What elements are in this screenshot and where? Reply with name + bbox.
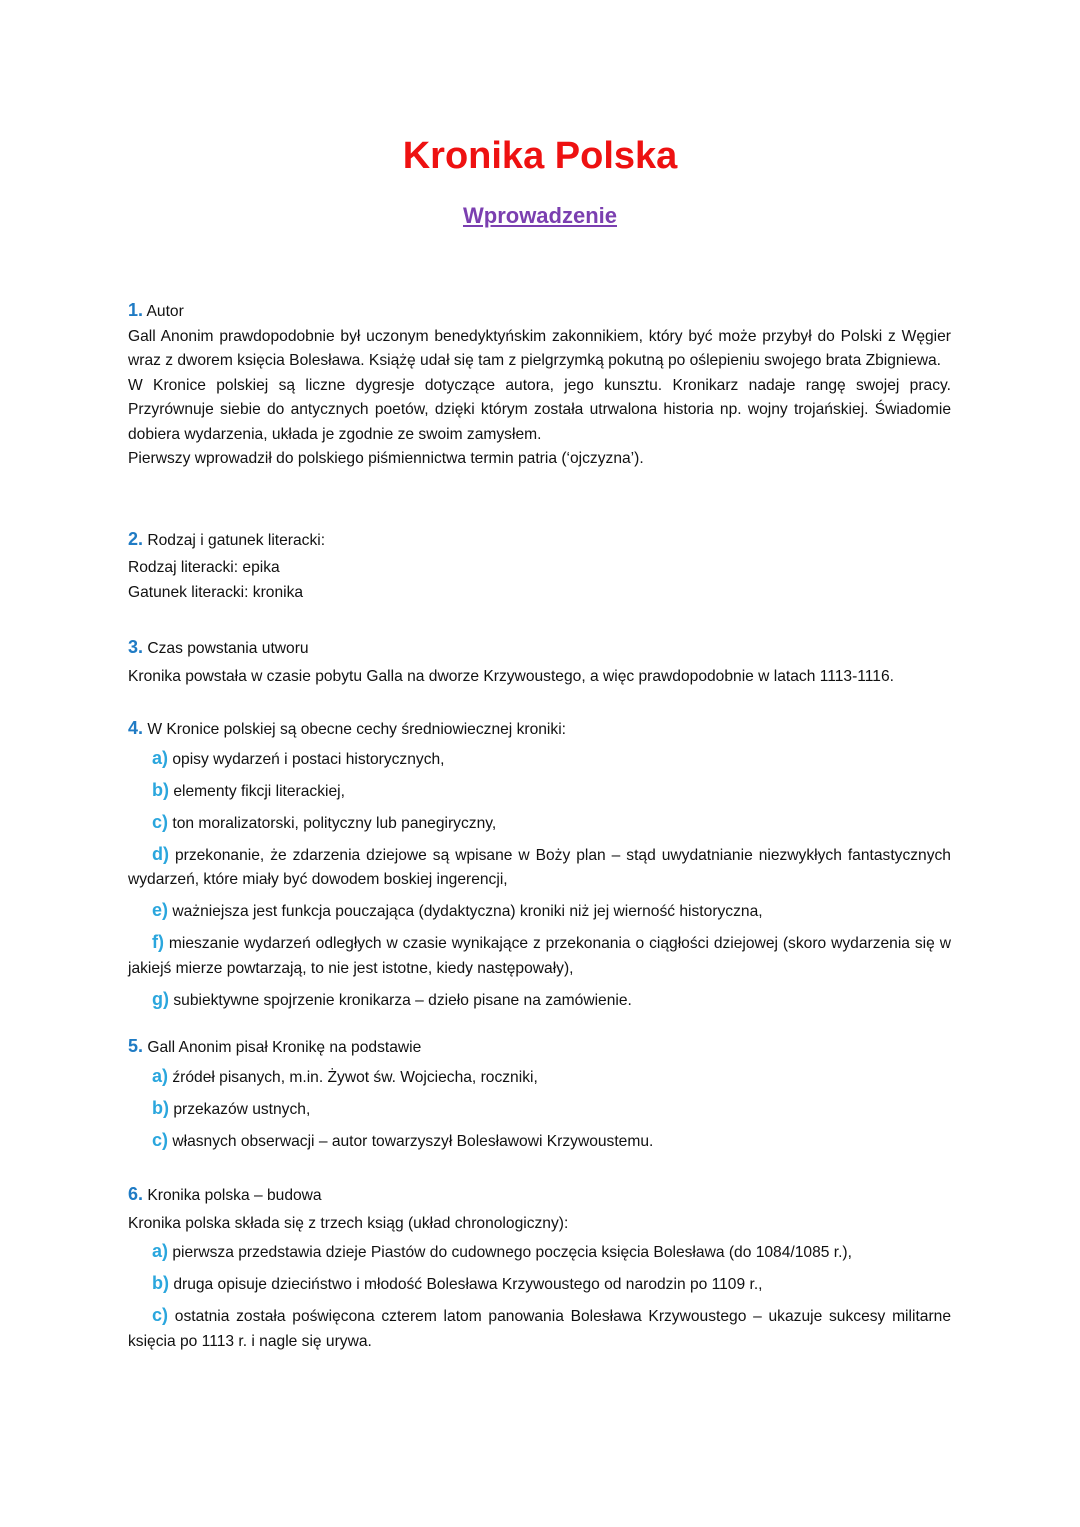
- section-number: 5.: [128, 1036, 144, 1056]
- section-sources: [128, 1034, 951, 1154]
- list-item-text: przekazów ustnych,: [173, 1100, 311, 1118]
- section-creation-time: [128, 635, 951, 689]
- list-item: [128, 987, 951, 1014]
- section-title: Gall Anonim pisał Kronikę na podstawie: [147, 1039, 422, 1056]
- document-title: Kronika Polska: [402, 135, 678, 177]
- list-item: [128, 778, 951, 805]
- paragraph: Kronika polska składa się z trzech ksiąg (układ chronologiczny):: [128, 1214, 569, 1232]
- list-item-text: ostatnia została poświęcona czterem latom panowania Bolesława Krzywoustego – ukazuje sukcesy militarne księcia po 1113 r. i nagle się urywa.: [128, 1308, 951, 1350]
- list-item-letter: c): [152, 1305, 169, 1325]
- list-item: [128, 1064, 951, 1091]
- section-heading: [128, 635, 951, 662]
- section-title: Rodzaj i gatunek literacki:: [147, 532, 326, 549]
- list-item-text: druga opisuje dzieciństwo i młodość Bolesława Krzywoustego od narodzin po 1109 r.,: [173, 1276, 763, 1293]
- list-item: [128, 842, 951, 893]
- section-structure: [128, 1182, 951, 1354]
- list-item-letter: c): [152, 811, 169, 832]
- list-item-letter: b): [152, 1273, 169, 1293]
- list-item: [128, 1096, 951, 1123]
- section-chronicle-features: [128, 716, 951, 1013]
- list-item: [128, 1303, 951, 1354]
- section-author: [128, 298, 951, 472]
- section-genre: [128, 527, 951, 606]
- list-item: [128, 1271, 951, 1298]
- list-item-text: mieszanie wydarzeń odległych w czasie wynikające z przekonania o ciągłości dziejowej (skoro wydarzenia się w jakiejś mierze powtarzają, to nie jest istotne, kiedy następowały),: [128, 935, 951, 977]
- section-heading: [128, 298, 951, 325]
- list-item-letter: d): [152, 843, 169, 864]
- paragraph: Rodzaj literacki: epika: [128, 558, 280, 576]
- section-title: Autor: [146, 303, 184, 320]
- section-heading: [128, 1034, 951, 1061]
- section-number: 1.: [128, 300, 144, 320]
- paragraph: Pierwszy wprowadził do polskiego piśmiennictwa termin patria (‘ojczyzna’).: [128, 450, 644, 467]
- list-item-text: subiektywne spojrzenie kronikarza – dzieło pisane na zamówienie.: [173, 991, 632, 1009]
- list-item-letter: e): [152, 900, 169, 920]
- list-item-text: pierwsza przedstawia dzieje Piastów do cudownego poczęcia księcia Bolesława (do 1084/1085 r.),: [172, 1244, 852, 1261]
- list-item: [128, 746, 951, 773]
- document-subtitle: Wprowadzenie: [462, 203, 617, 228]
- list-item-text: źródeł pisanych, m.in. Żywot św. Wojciecha, roczniki,: [172, 1068, 538, 1086]
- section-heading: [128, 716, 951, 743]
- list-item-text: przekonanie, że zdarzenia dziejowe są wpisane w Boży plan – stąd uwydatnianie niezwykłych fantastycznych wydarzeń, które miały być dowodem boskiej ingerencji,: [128, 846, 951, 888]
- paragraph: Gall Anonim prawdopodobnie był uczonym benedyktyńskim zakonnikiem, który być może przybył do Polski z Węgier wraz z dworem księcia Bolesława. Książę udał się tam z pielgrzymką pokutną po oślepieniu swojego brata Zbigniewa.: [128, 327, 951, 369]
- section-number: 2.: [128, 529, 144, 549]
- list-item-letter: c): [152, 1129, 169, 1150]
- list-item-text: ważniejsza jest funkcja pouczająca (dydaktyczna) kroniki niż jej wierność historyczna,: [172, 903, 763, 920]
- section-title: Kronika polska – budowa: [147, 1187, 322, 1204]
- list-item-letter: f): [152, 932, 164, 952]
- list-item-letter: a): [152, 747, 169, 768]
- list-item-letter: b): [152, 779, 169, 800]
- list-item-letter: b): [152, 1097, 169, 1118]
- paragraph: Gatunek literacki: kronika: [128, 584, 304, 601]
- list-item: [128, 1239, 951, 1266]
- section-title: Czas powstania utworu: [147, 640, 309, 657]
- section-number: 3.: [128, 637, 144, 657]
- section-number: 4.: [128, 718, 144, 738]
- list-item: [128, 898, 951, 925]
- section-title: W Kronice polskiej są obecne cechy średniowiecznej kroniki:: [147, 721, 566, 738]
- list-item-text: opisy wydarzeń i postaci historycznych,: [172, 750, 445, 768]
- section-number: 6.: [128, 1184, 144, 1204]
- list-item: [128, 810, 951, 837]
- list-item: [128, 930, 951, 981]
- list-item: [128, 1128, 951, 1155]
- list-item-letter: a): [152, 1241, 169, 1261]
- paragraph: Kronika powstała w czasie pobytu Galla na dworze Krzywoustego, a więc prawdopodobnie w latach 1113-1116.: [128, 667, 894, 685]
- section-heading: [128, 1182, 951, 1209]
- paragraph: W Kronice polskiej są liczne dygresje dotyczące autora, jego kunsztu. Kronikarz nadaje rangę swojej pracy. Przyrównuje siebie do antycznych poetów, dzięki którym została utrwalona historia np. wojny trojańskiej. Świadomie dobiera wydarzenia, układa je zgodnie ze swoim zamysłem.: [128, 376, 951, 443]
- section-heading: [128, 527, 951, 554]
- list-item-text: ton moralizatorski, polityczny lub panegiryczny,: [172, 814, 497, 832]
- list-item-text: elementy fikcji literackiej,: [173, 782, 345, 800]
- list-item-letter: a): [152, 1065, 169, 1086]
- list-item-text: własnych obserwacji – autor towarzyszył Bolesławowi Krzywoustemu.: [172, 1132, 654, 1150]
- list-item-letter: g): [152, 988, 169, 1009]
